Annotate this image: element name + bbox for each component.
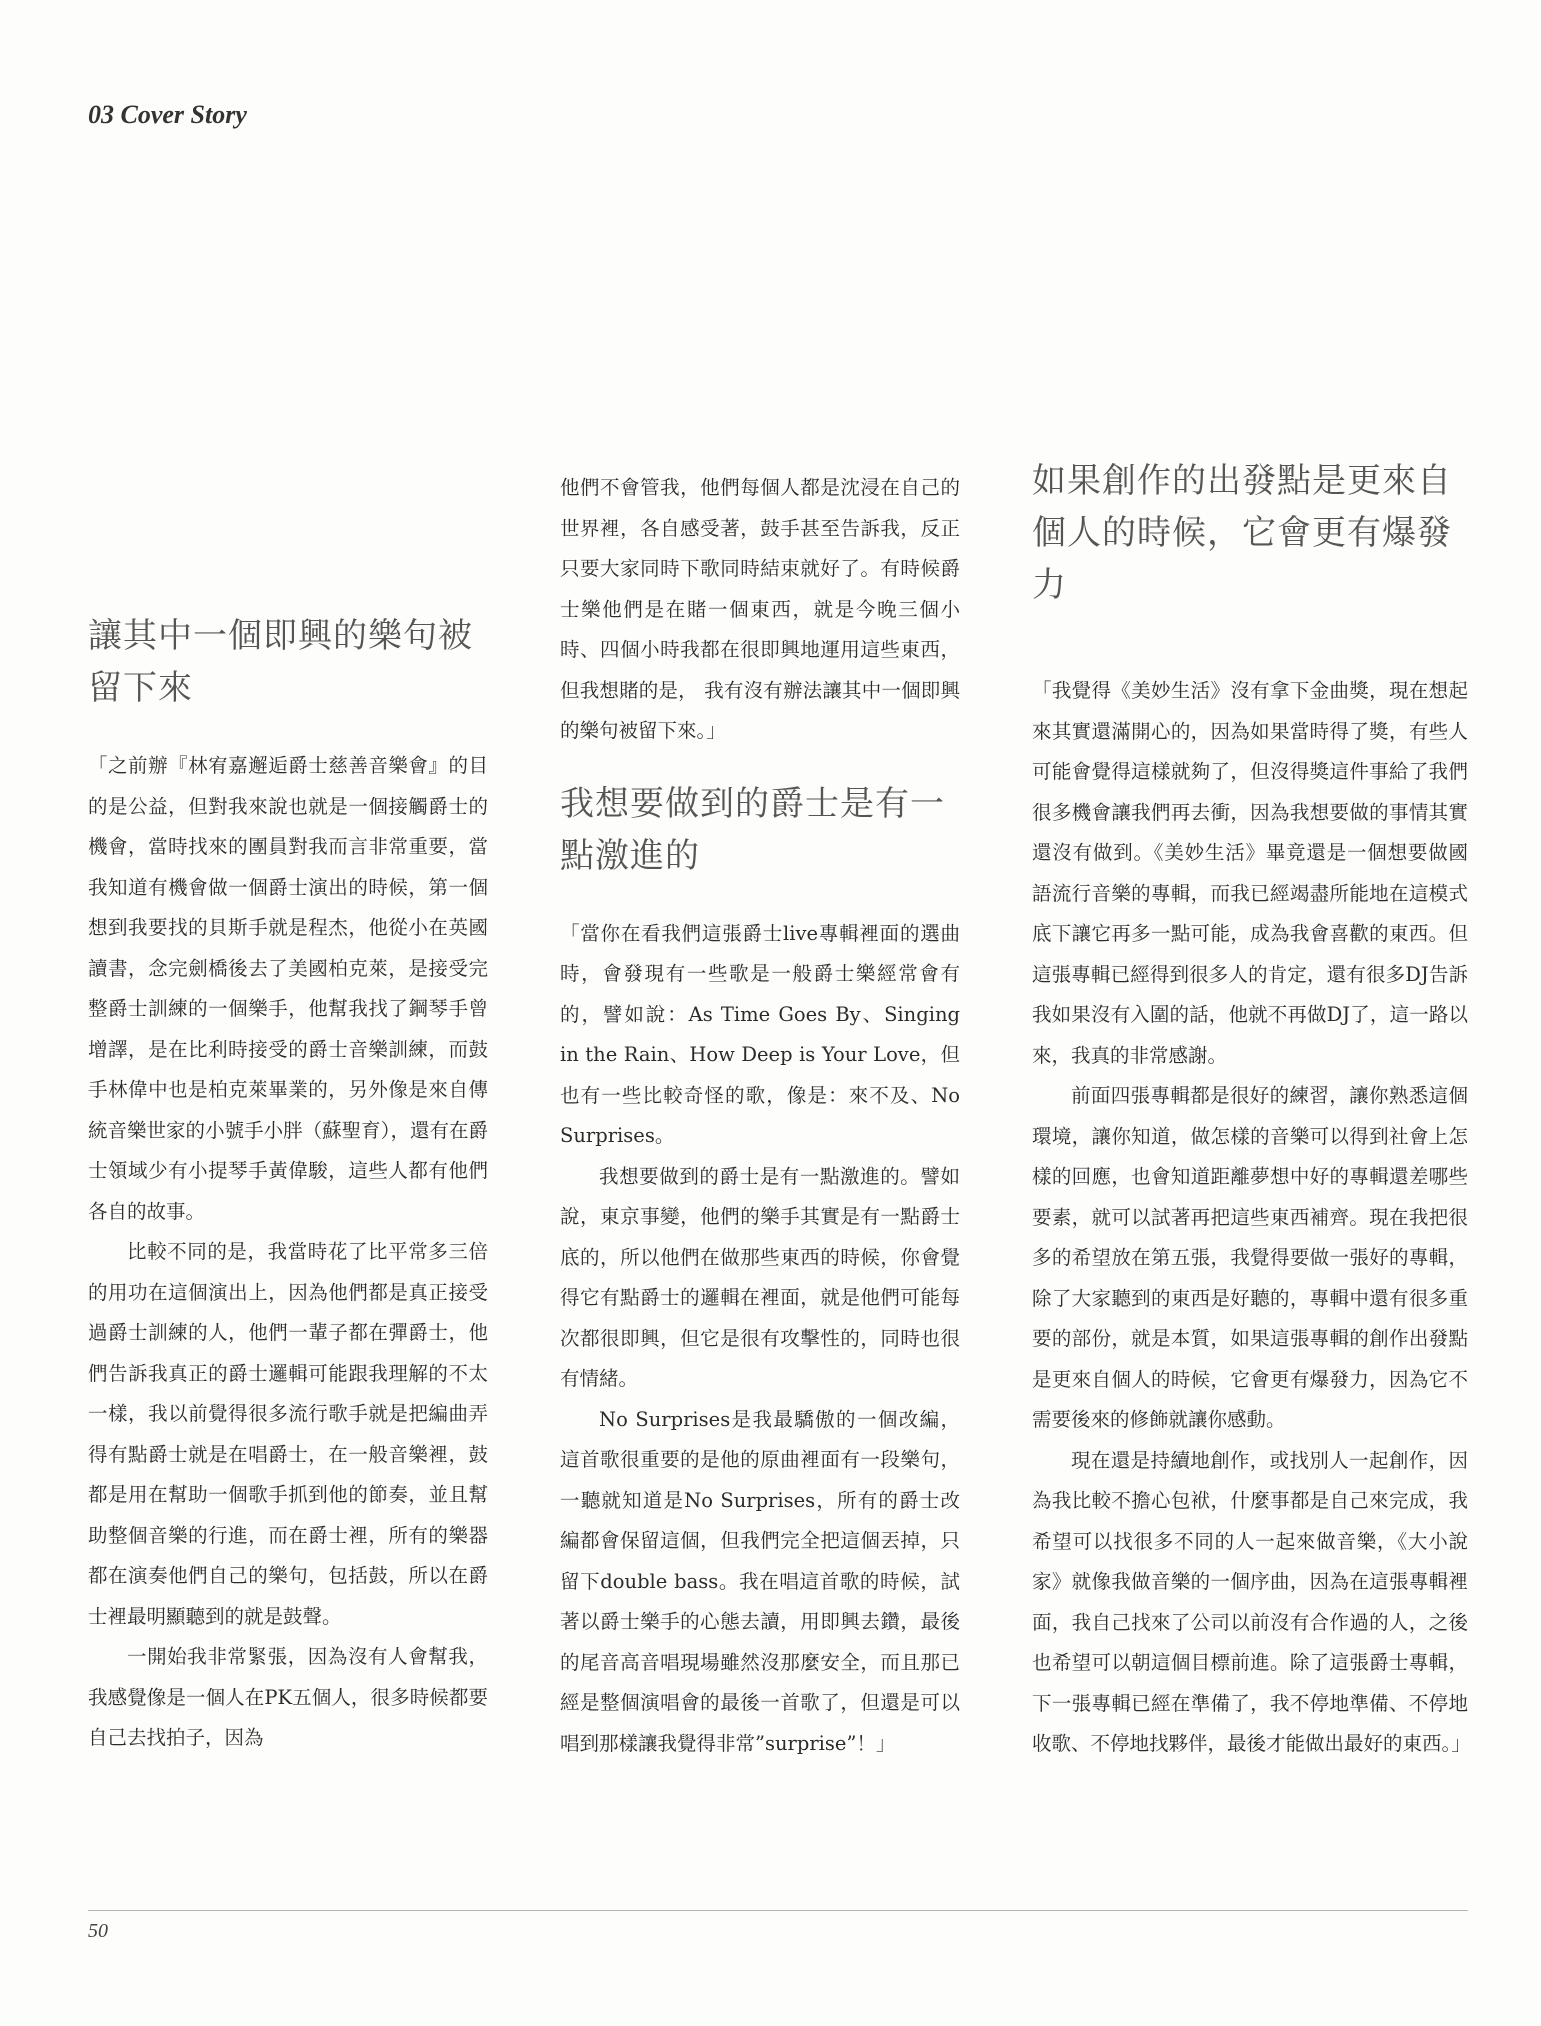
footer-rule — [88, 1910, 1468, 1911]
section-heading: 我想要做到的爵士是有一點激進的 — [560, 783, 945, 876]
body-paragraph: 他們不會管我，他們每個人都是沈浸在自己的世界裡，各自感受著，鼓手甚至告訴我，反正只要大家同時下歌同時結束就好了。有時候爵士樂他們是在賭一個東西，就是今晚三個小時、四個小時我都在很即興地運用這些東西，但我想賭的是， 我有沒有辦法讓其中一個即興的樂句被留下來。」 — [560, 476, 960, 742]
body-paragraph: 前面四張專輯都是很好的練習，讓你熟悉這個環境，讓你知道，做怎樣的音樂可以得到社會上怎樣的回應，也會知道距離夢想中好的專輯還差哪些要素，就可以試著再把這些東西補齊。現在我把很多的希望放在第五張，我覺得要做一張好的專輯，除了大家聽到的東西是好聽的，專輯中還有很多重要的部份，就是本質，如果這張專輯的創作出發點是更來自個人的時候，它會更有爆發力，因為它不需要後來的修飾就讓你感動。 — [1032, 1084, 1468, 1431]
body-paragraph: 現在還是持續地創作，或找別人一起創作，因為我比較不擔心包袱，什麼事都是自己來完成，我希望可以找很多不同的人一起來做音樂，《大小說家》就像我做音樂的一個序曲，因為在這張專輯裡面，我自己找來了公司以前沒有合作過的人，之後也希望可以朝這個目標前進。除了這張爵士專輯，下一張專輯已經在準備了，我不停地準備、不停地收歌、不停地找夥伴，最後才能做出最好的東西。」 — [1032, 1448, 1471, 1755]
section-heading: 讓其中一個即興的樂句被留下來 — [88, 616, 473, 708]
body-paragraph: 比較不同的是，我當時花了比平常多三倍的用功在這個演出上，因為他們都是真正接受過爵士訓練的人，他們一輩子都在彈爵士，他們告訴我真正的爵士邏輯可能跟我理解的不太一樣，我以前覺得很多流行歌手就是把編曲弄得有點爵士就是在唱爵士，在一般音樂裡，鼓都是用在幫助一個歌手抓到他的節奏，並且幫助整個音樂的行進，而在爵士裡，所有的樂器都在演奏他們自己的樂句，包括鼓，所以在爵士裡最明顯聽到的就是鼓聲。 — [88, 1240, 488, 1628]
body-paragraph: No Surprises是我最驕傲的一個改編，這首歌很重要的是他的原曲裡面有一段樂句，一聽就知道是No Surprises，所有的爵士改編都會保留這個，但我們完全把這個丟掉，只留下double bass。我在唱這首歌的時候，試著以爵士樂手的心態去讀，用即興去鑽，最後的尾音高音唱現場雖然沒那麼安全，而且那已經是整個演唱會的最後一首歌了，但還是可以唱到那樣讓我覺得非常”surprise”！」 — [560, 1407, 960, 1755]
body-paragraph: 「之前辦『林宥嘉邂逅爵士慈善音樂會』的目的是公益，但對我來說也就是一個接觸爵士的機會，當時找來的團員對我而言非常重要，當我知道有機會做一個爵士演出的時候，第一個想到我要找的貝斯手就是程杰，他從小在英國讀書，念完劍橋後去了美國柏克萊，是接受完整爵士訓練的一個樂手，他幫我找了鋼琴手曾增譯，是在比利時接受的爵士音樂訓練，而鼓手林偉中也是柏克萊畢業的，另外像是來自傳統音樂世家的小號手小胖（蘇聖育），還有在爵士領域少有小提琴手黃偉駿，這些人都有他們各自的故事。 — [88, 754, 488, 1223]
body-paragraph: 一開始我非常緊張，因為沒有人會幫我，我感覺像是一個人在PK五個人，很多時候都要自己去找拍子，因為 — [88, 1645, 488, 1749]
body-paragraph: 「當你在看我們這張爵士live專輯裡面的選曲時，會發現有一些歌是一般爵士樂經常會有的，譬如說：As Time Goes By、Singing in the Rain、How Deep is Your Love，但也有一些比較奇怪的歌，像是：來不及、No Surprises。 — [560, 921, 960, 1147]
section-heading: 如果創作的出發點是更來自個人的時候，它會更有爆發力 — [1032, 461, 1452, 605]
body-paragraph: 「我覺得《美妙生活》沒有拿下金曲獎，現在想起來其實還滿開心的，因為如果當時得了獎，有些人可能會覺得這樣就夠了，但沒得獎這件事給了我們很多機會讓我們再去衝，因為我想要做的事情其實還沒有做到。《美妙生活》畢竟還是一個想要做國語流行音樂的專輯，而我已經竭盡所能地在這模式底下讓它再多一點可能，成為我會喜歡的東西。但這張專輯已經得到很多人的肯定，還有很多DJ告訴我如果沒有入圍的話，他就不再做DJ了，這一路以來，我真的非常感謝。 — [1032, 679, 1468, 1067]
text-column-2 — [560, 468, 960, 1764]
page-number: 50 — [88, 1920, 108, 1942]
section-label: 03 Cover Story — [88, 100, 247, 129]
text-column-1 — [88, 610, 488, 1759]
text-column-3 — [1032, 455, 1471, 1765]
body-paragraph: 我想要做到的爵士是有一點激進的。譬如說，東京事變，他們的樂手其實是有一點爵士底的，所以他們在做那些東西的時候，你會覺得它有點爵士的邏輯在裡面，就是他們可能每次都很即興，但它是很有攻擊性的，同時也很有情緒。 — [560, 1164, 960, 1390]
